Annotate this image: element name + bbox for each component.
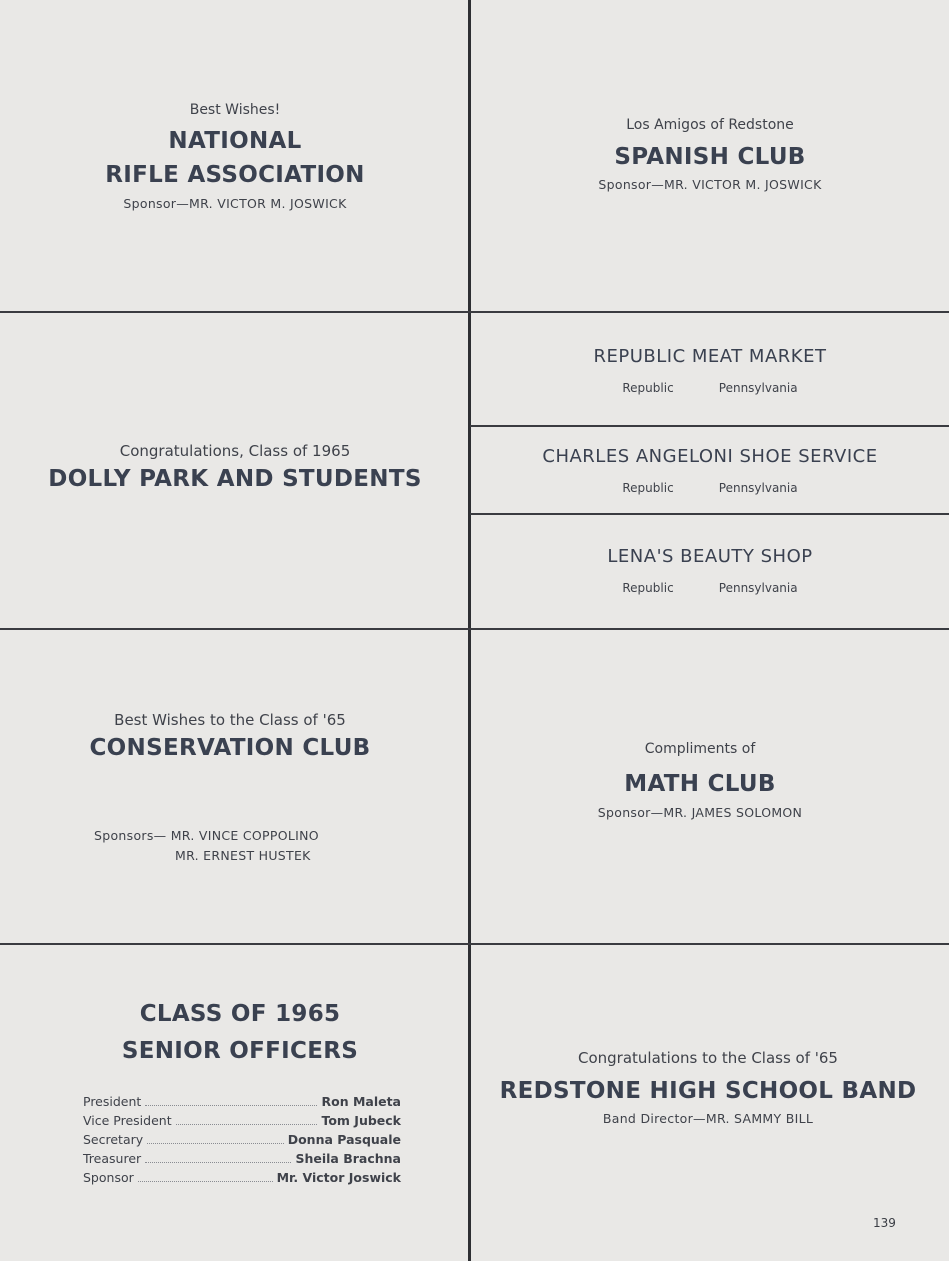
officers-title-line2: SENIOR OFFICERS	[121, 1038, 359, 1064]
conservation-title: CONSERVATION CLUB	[89, 735, 371, 761]
divider-meat-shoe	[470, 425, 949, 427]
math-sponsor: Sponsor—MR. JAMES SOLOMON	[597, 805, 803, 820]
senior-officers-heading	[40, 996, 440, 1070]
conservation-sponsor-line1: Sponsors— MR. VINCE COPPOLINO	[94, 828, 319, 843]
conservation-greeting: Best Wishes to the Class of '65	[114, 711, 346, 729]
nra-ad	[40, 102, 430, 211]
officer-role: Treasurer	[83, 1151, 142, 1166]
dolly-title: DOLLY PARK AND STUDENTS	[48, 466, 422, 492]
band-title: REDSTONE HIGH SCHOOL BAND	[499, 1078, 917, 1104]
dot-leader	[145, 1151, 291, 1163]
band-ad	[478, 1049, 938, 1126]
shoe-title: CHARLES ANGELONI SHOE SERVICE	[542, 446, 878, 467]
officer-name: Mr. Victor Joswick	[276, 1170, 401, 1185]
math-club-ad	[500, 741, 900, 820]
beauty-title: LENA'S BEAUTY SHOP	[607, 546, 813, 567]
meat-title: REPUBLIC MEAT MARKET	[593, 346, 827, 367]
officer-name: Sheila Brachna	[295, 1151, 401, 1166]
beauty-state: Pennsylvania	[718, 581, 798, 595]
shoe-town: Republic	[622, 481, 674, 495]
officers-list	[83, 1094, 401, 1189]
dot-leader	[138, 1170, 273, 1182]
officer-role: President	[83, 1094, 142, 1109]
page-number: 139	[873, 1216, 896, 1230]
officer-row	[83, 1094, 401, 1113]
officer-role: Secretary	[83, 1132, 144, 1147]
math-title: MATH CLUB	[624, 771, 776, 797]
nra-title-line1: NATIONAL	[168, 128, 302, 154]
meat-market-ad	[510, 346, 910, 396]
nra-greeting: Best Wishes!	[189, 102, 281, 118]
beauty-town: Republic	[622, 581, 674, 595]
dot-leader	[147, 1132, 284, 1144]
officer-name: Tom Jubeck	[321, 1113, 401, 1128]
divider-shoe-beauty	[470, 513, 949, 515]
divider-row-2	[0, 628, 949, 630]
spanish-club-ad	[510, 117, 910, 192]
meat-town: Republic	[622, 381, 674, 395]
officer-name: Ron Maleta	[321, 1094, 401, 1109]
conservation-sponsor-line2: MR. ERNEST HUSTEK	[175, 848, 311, 863]
math-greeting: Compliments of	[644, 741, 756, 757]
conservation-sponsors	[94, 826, 414, 866]
officer-row	[83, 1113, 401, 1132]
officer-row	[83, 1170, 401, 1189]
conservation-club-ad	[30, 711, 430, 761]
band-greeting: Congratulations to the Class of '65	[578, 1049, 838, 1067]
officer-row	[83, 1132, 401, 1151]
dolly-park-ad	[20, 442, 450, 492]
dot-leader	[176, 1113, 318, 1125]
shoe-state: Pennsylvania	[718, 481, 798, 495]
officer-role: Sponsor	[83, 1170, 134, 1185]
spanish-title: SPANISH CLUB	[614, 144, 806, 170]
dot-leader	[145, 1094, 317, 1106]
divider-row-1	[0, 311, 949, 313]
nra-sponsor: Sponsor—MR. VICTOR M. JOSWICK	[123, 196, 347, 211]
meat-state: Pennsylvania	[718, 381, 798, 395]
spanish-sponsor: Sponsor—MR. VICTOR M. JOSWICK	[598, 177, 822, 192]
officer-name: Donna Pasquale	[287, 1132, 401, 1147]
divider-row-3	[0, 943, 949, 945]
shoe-service-ad	[480, 446, 940, 496]
beauty-shop-ad	[510, 546, 910, 596]
officer-role: Vice President	[83, 1113, 172, 1128]
officer-row	[83, 1151, 401, 1170]
dolly-greeting: Congratulations, Class of 1965	[119, 442, 351, 460]
center-divider	[468, 0, 471, 1261]
band-director: Band Director—MR. SAMMY BILL	[602, 1111, 814, 1126]
nra-title-line2: RIFLE ASSOCIATION	[105, 162, 365, 188]
officers-title-line1: CLASS OF 1965	[139, 1001, 341, 1027]
spanish-greeting: Los Amigos of Redstone	[626, 117, 794, 133]
